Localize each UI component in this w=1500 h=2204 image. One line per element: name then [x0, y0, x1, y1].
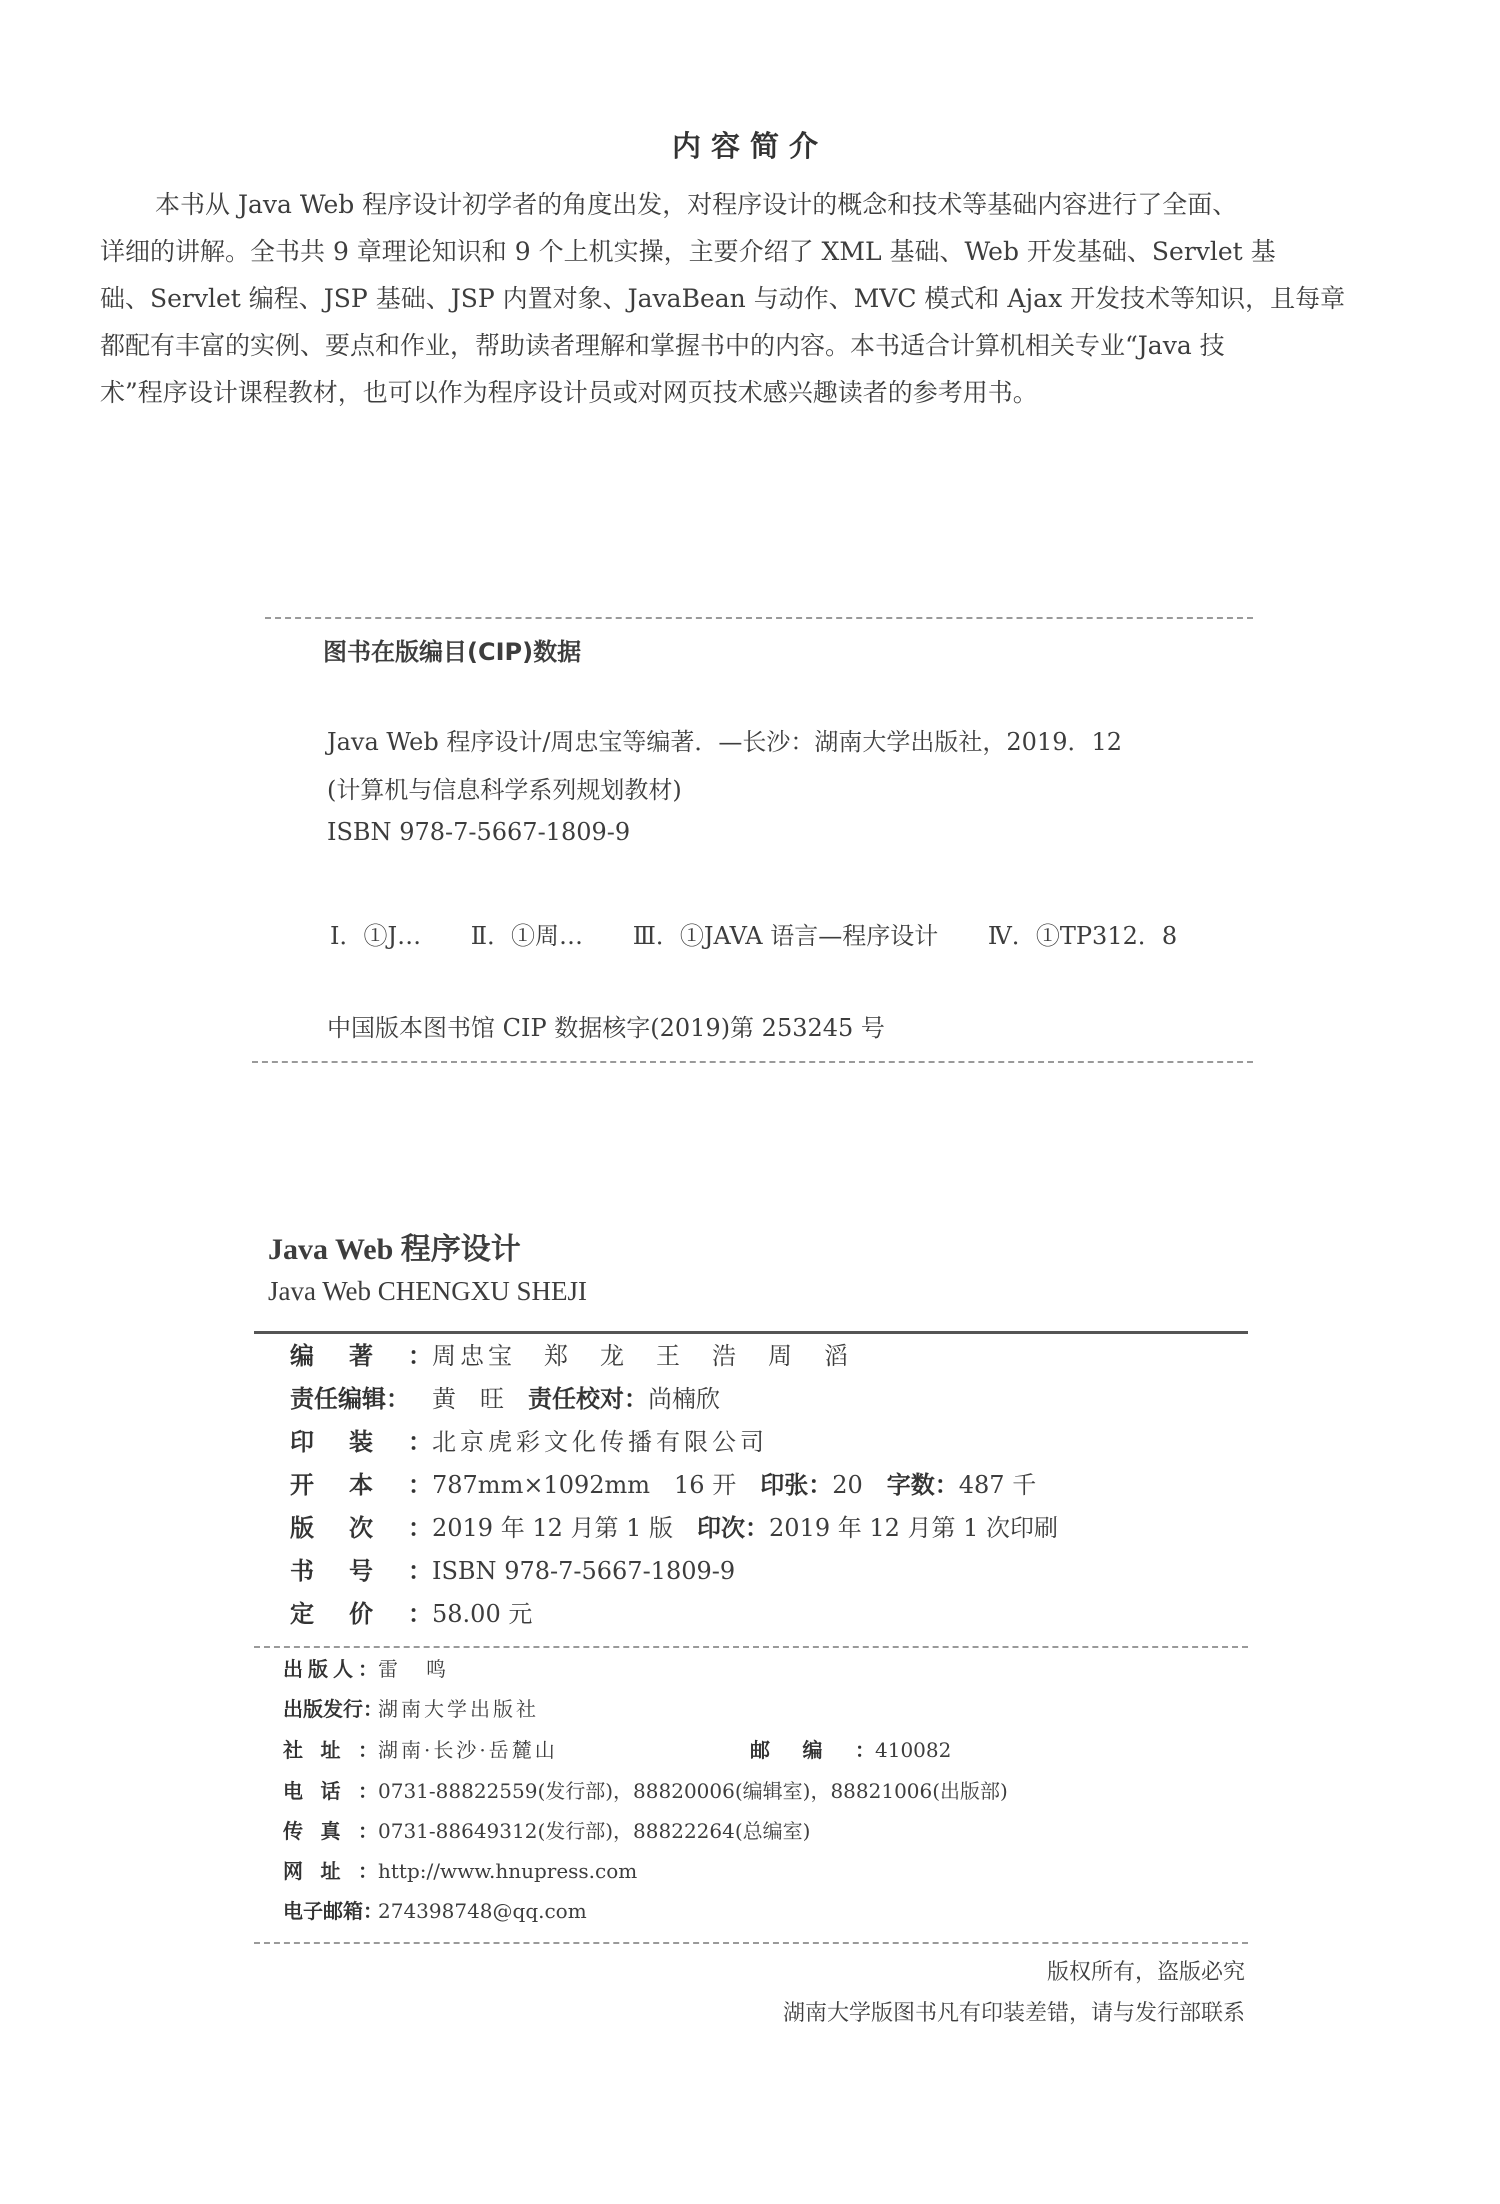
fax-label: 传真：: [283, 1819, 378, 1843]
detail-row-format: [290, 1469, 1036, 1501]
price-label: 定价：: [290, 1600, 432, 1628]
edition-label: 版次：: [290, 1514, 432, 1542]
details-divider: [254, 1646, 1248, 1648]
cip-isbn: ISBN 978-7-5667-1809-9: [327, 818, 631, 846]
cip-bottom-divider: [252, 1061, 1253, 1063]
format-label: 开本：: [290, 1471, 432, 1499]
publisher-divider: [254, 1942, 1248, 1944]
summary-line: 础、Servlet 编程、JSP 基础、JSP 内置对象、JavaBean 与动作、MVC 模式和 Ajax 开发技术等知识，且每章: [100, 284, 1346, 313]
printer-value: 北京虎彩文化传播有限公司: [432, 1428, 768, 1456]
detail-row-isbn: [290, 1555, 735, 1587]
cip-title: 图书在版编目(CIP)数据: [323, 638, 582, 666]
fax-value: 0731-88649312(发行部)，88822264(总编室): [378, 1819, 811, 1843]
address-row: [283, 1736, 951, 1764]
website-label: 网址：: [283, 1859, 378, 1883]
classification-1: Ⅰ．①J…: [330, 922, 422, 950]
distributor-value: 湖南大学出版社: [378, 1697, 539, 1721]
detail-row-price: [290, 1598, 532, 1630]
printing-value: 2019 年 12 月第 1 次印刷: [769, 1514, 1059, 1542]
detail-row-editor: [290, 1383, 720, 1415]
copyright-notice: 版权所有，盗版必究: [1046, 1960, 1245, 1985]
book-subtitle: Java Web CHENGXU SHEJI: [268, 1276, 588, 1306]
proofreader-label: 责任校对：: [528, 1385, 648, 1413]
address-value: 湖南·长沙·岳麓山: [378, 1738, 558, 1762]
publisher-value: 雷 鸣: [378, 1657, 450, 1681]
summary-paragraph: [100, 181, 1422, 416]
summary-heading: 内容简介: [671, 129, 828, 163]
isbn-label: 书号：: [290, 1557, 432, 1585]
email-value[interactable]: 274398748@qq.com: [378, 1899, 587, 1923]
email-row: [283, 1897, 587, 1925]
printing-label: 印次：: [697, 1514, 770, 1542]
address-label: 社址：: [283, 1738, 378, 1762]
cip-series: (计算机与信息科学系列规划教材): [327, 776, 682, 804]
cip-citation: Java Web 程序设计/周忠宝等编著．—长沙：湖南大学出版社，2019．12: [327, 728, 1123, 756]
website-value[interactable]: http://www.hnupress.com: [378, 1859, 638, 1883]
postcode-value: 410082: [875, 1738, 952, 1762]
author-label: 编著：: [290, 1342, 432, 1370]
phone-label: 电话：: [283, 1779, 378, 1803]
email-label: 电子邮箱：: [283, 1899, 383, 1923]
defect-notice: 湖南大学版图书凡有印装差错，请与发行部联系: [782, 2001, 1245, 2026]
distributor-label: 出版发行：: [283, 1697, 383, 1721]
sheets-label: 印张：: [760, 1471, 833, 1499]
cip-top-divider: [265, 617, 1253, 619]
detail-row-author: [290, 1340, 852, 1372]
cip-classification: [330, 916, 1219, 951]
summary-line: 本书从 Java Web 程序设计初学者的角度出发，对程序设计的概念和技术等基础内容进行了全面、: [155, 190, 1238, 219]
title-divider: [254, 1331, 1248, 1334]
detail-row-edition: [290, 1512, 1058, 1544]
words-label: 字数：: [886, 1471, 959, 1499]
format-value: 787mm×1092mm 16 开: [432, 1471, 737, 1499]
website-row: [283, 1857, 637, 1885]
detail-row-printer: [290, 1426, 768, 1458]
words-value: 487 千: [958, 1471, 1037, 1499]
distributor-row: [283, 1695, 539, 1723]
proofreader-value: 尚楠欣: [648, 1385, 720, 1413]
isbn-value: ISBN 978-7-5667-1809-9: [432, 1557, 736, 1585]
summary-line: 详细的讲解。全书共 9 章理论知识和 9 个上机实操，主要介绍了 XML 基础、Web 开发基础、Servlet 基: [100, 237, 1276, 266]
summary-line: 都配有丰富的实例、要点和作业，帮助读者理解和掌握书中的内容。本书适合计算机相关专业“Java 技: [100, 331, 1225, 360]
cip-number: 中国版本图书馆 CIP 数据核字(2019)第 253245 号: [327, 1014, 885, 1042]
author-value: 周忠宝 郑 龙 王 浩 周 滔: [432, 1342, 852, 1370]
sheets-value: 20: [832, 1471, 863, 1499]
phone-row: [283, 1777, 1008, 1805]
classification-4: Ⅳ．①TP312．8: [987, 922, 1178, 950]
classification-3: Ⅲ．①JAVA 语言—程序设计: [632, 922, 939, 950]
book-title: Java Web 程序设计: [268, 1233, 521, 1266]
editor-value: 黄 旺: [432, 1385, 504, 1413]
edition-value: 2019 年 12 月第 1 版: [432, 1514, 674, 1542]
postcode-label: 邮编：: [750, 1738, 875, 1762]
price-value: 58.00 元: [432, 1600, 533, 1628]
printer-label: 印装：: [290, 1428, 432, 1456]
classification-2: Ⅱ．①周…: [470, 922, 584, 950]
editor-label: 责任编辑：: [290, 1385, 410, 1413]
publisher-row: [283, 1655, 450, 1683]
fax-row: [283, 1817, 810, 1845]
summary-line: 术”程序设计课程教材，也可以作为程序设计员或对网页技术感兴趣读者的参考用书。: [100, 378, 1038, 407]
phone-value: 0731-88822559(发行部)，88820006(编辑室)，88821006(出版部): [378, 1779, 1008, 1803]
publisher-label: 出版人：: [283, 1657, 378, 1681]
